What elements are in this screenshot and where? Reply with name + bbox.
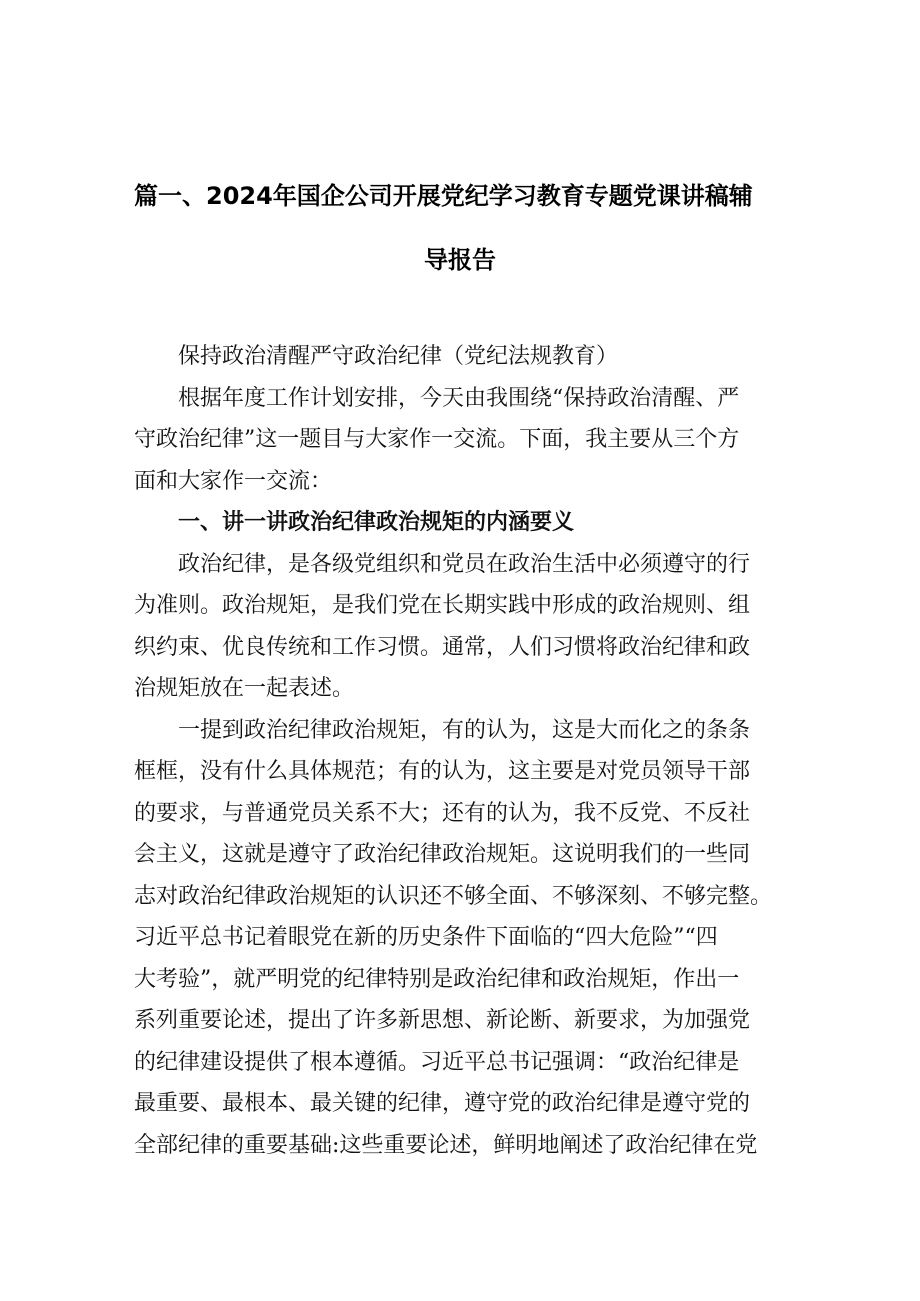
page-title-line-1: 篇一、2024年国企公司开展党纪学习教育专题党课讲稿辅: [134, 182, 753, 210]
text-line: 一提到政治纪律政治规矩，有的认为，这是大而化之的条条: [178, 717, 751, 743]
intro-paragraph: [134, 378, 794, 503]
text-line: 系列重要论述，提出了许多新思想、新论断、新要求，为加强党: [134, 1008, 751, 1033]
text-line: 根据年度工作计划安排，今天由我围绕“保持政治清醒、严: [178, 385, 740, 411]
paragraph-1: [134, 544, 794, 710]
section-1-heading: 一、讲一讲政治纪律政治规矩的内涵要义: [178, 510, 575, 535]
subtitle: 保持政治清醒严守政治纪律（党纪法规教育）: [178, 344, 619, 369]
text-line: 治规矩放在一起表述。: [134, 676, 355, 701]
text-line: 大考验”，就严明党的纪律特别是政治纪律和政治规矩，作出一: [134, 966, 740, 992]
text-line: 守政治纪律”这一题目与大家作一交流。下面，我主要从三个方: [134, 427, 740, 452]
text-line: 会主义，这就是遵守了政治纪律政治规矩。这说明我们的一些同: [134, 842, 751, 867]
text-line: 全部纪律的重要基础:这些重要论述，鲜明地阐述了政治纪律在党: [134, 1132, 758, 1158]
text-line: 习近平总书记着眼党在新的历史条件下面临的“四大危险”“四: [134, 925, 718, 950]
text-line: 最重要、最根本、最关键的纪律，遵守党的政治纪律是遵守党的: [134, 1091, 751, 1116]
page-title-line-2: 导报告: [424, 246, 496, 274]
text-line: 政治纪律，是各级党组织和党员在政治生活中必须遵守的行: [178, 551, 751, 577]
text-line: 的要求，与普通党员关系不大；还有的认为，我不反党、不反社: [134, 800, 751, 826]
document-body: [134, 336, 794, 1166]
text-line: 织约束、优良传统和工作习惯。通常，人们习惯将政治纪律和政: [134, 634, 751, 660]
text-line: 为准则。政治规矩，是我们党在长期实践中形成的政治规则、组: [134, 593, 751, 618]
text-line: 框框，没有什么具体规范；有的认为，这主要是对党员领导干部: [134, 759, 751, 784]
text-line: 志对政治纪律政治规矩的认识还不够全面、不够深刻、不够完整。: [134, 883, 773, 909]
text-line: 面和大家作一交流：: [134, 468, 333, 494]
text-line: 的纪律建设提供了根本遵循。习近平总书记强调：“政治纪律是: [134, 1049, 740, 1075]
paragraph-2: [134, 710, 794, 1167]
